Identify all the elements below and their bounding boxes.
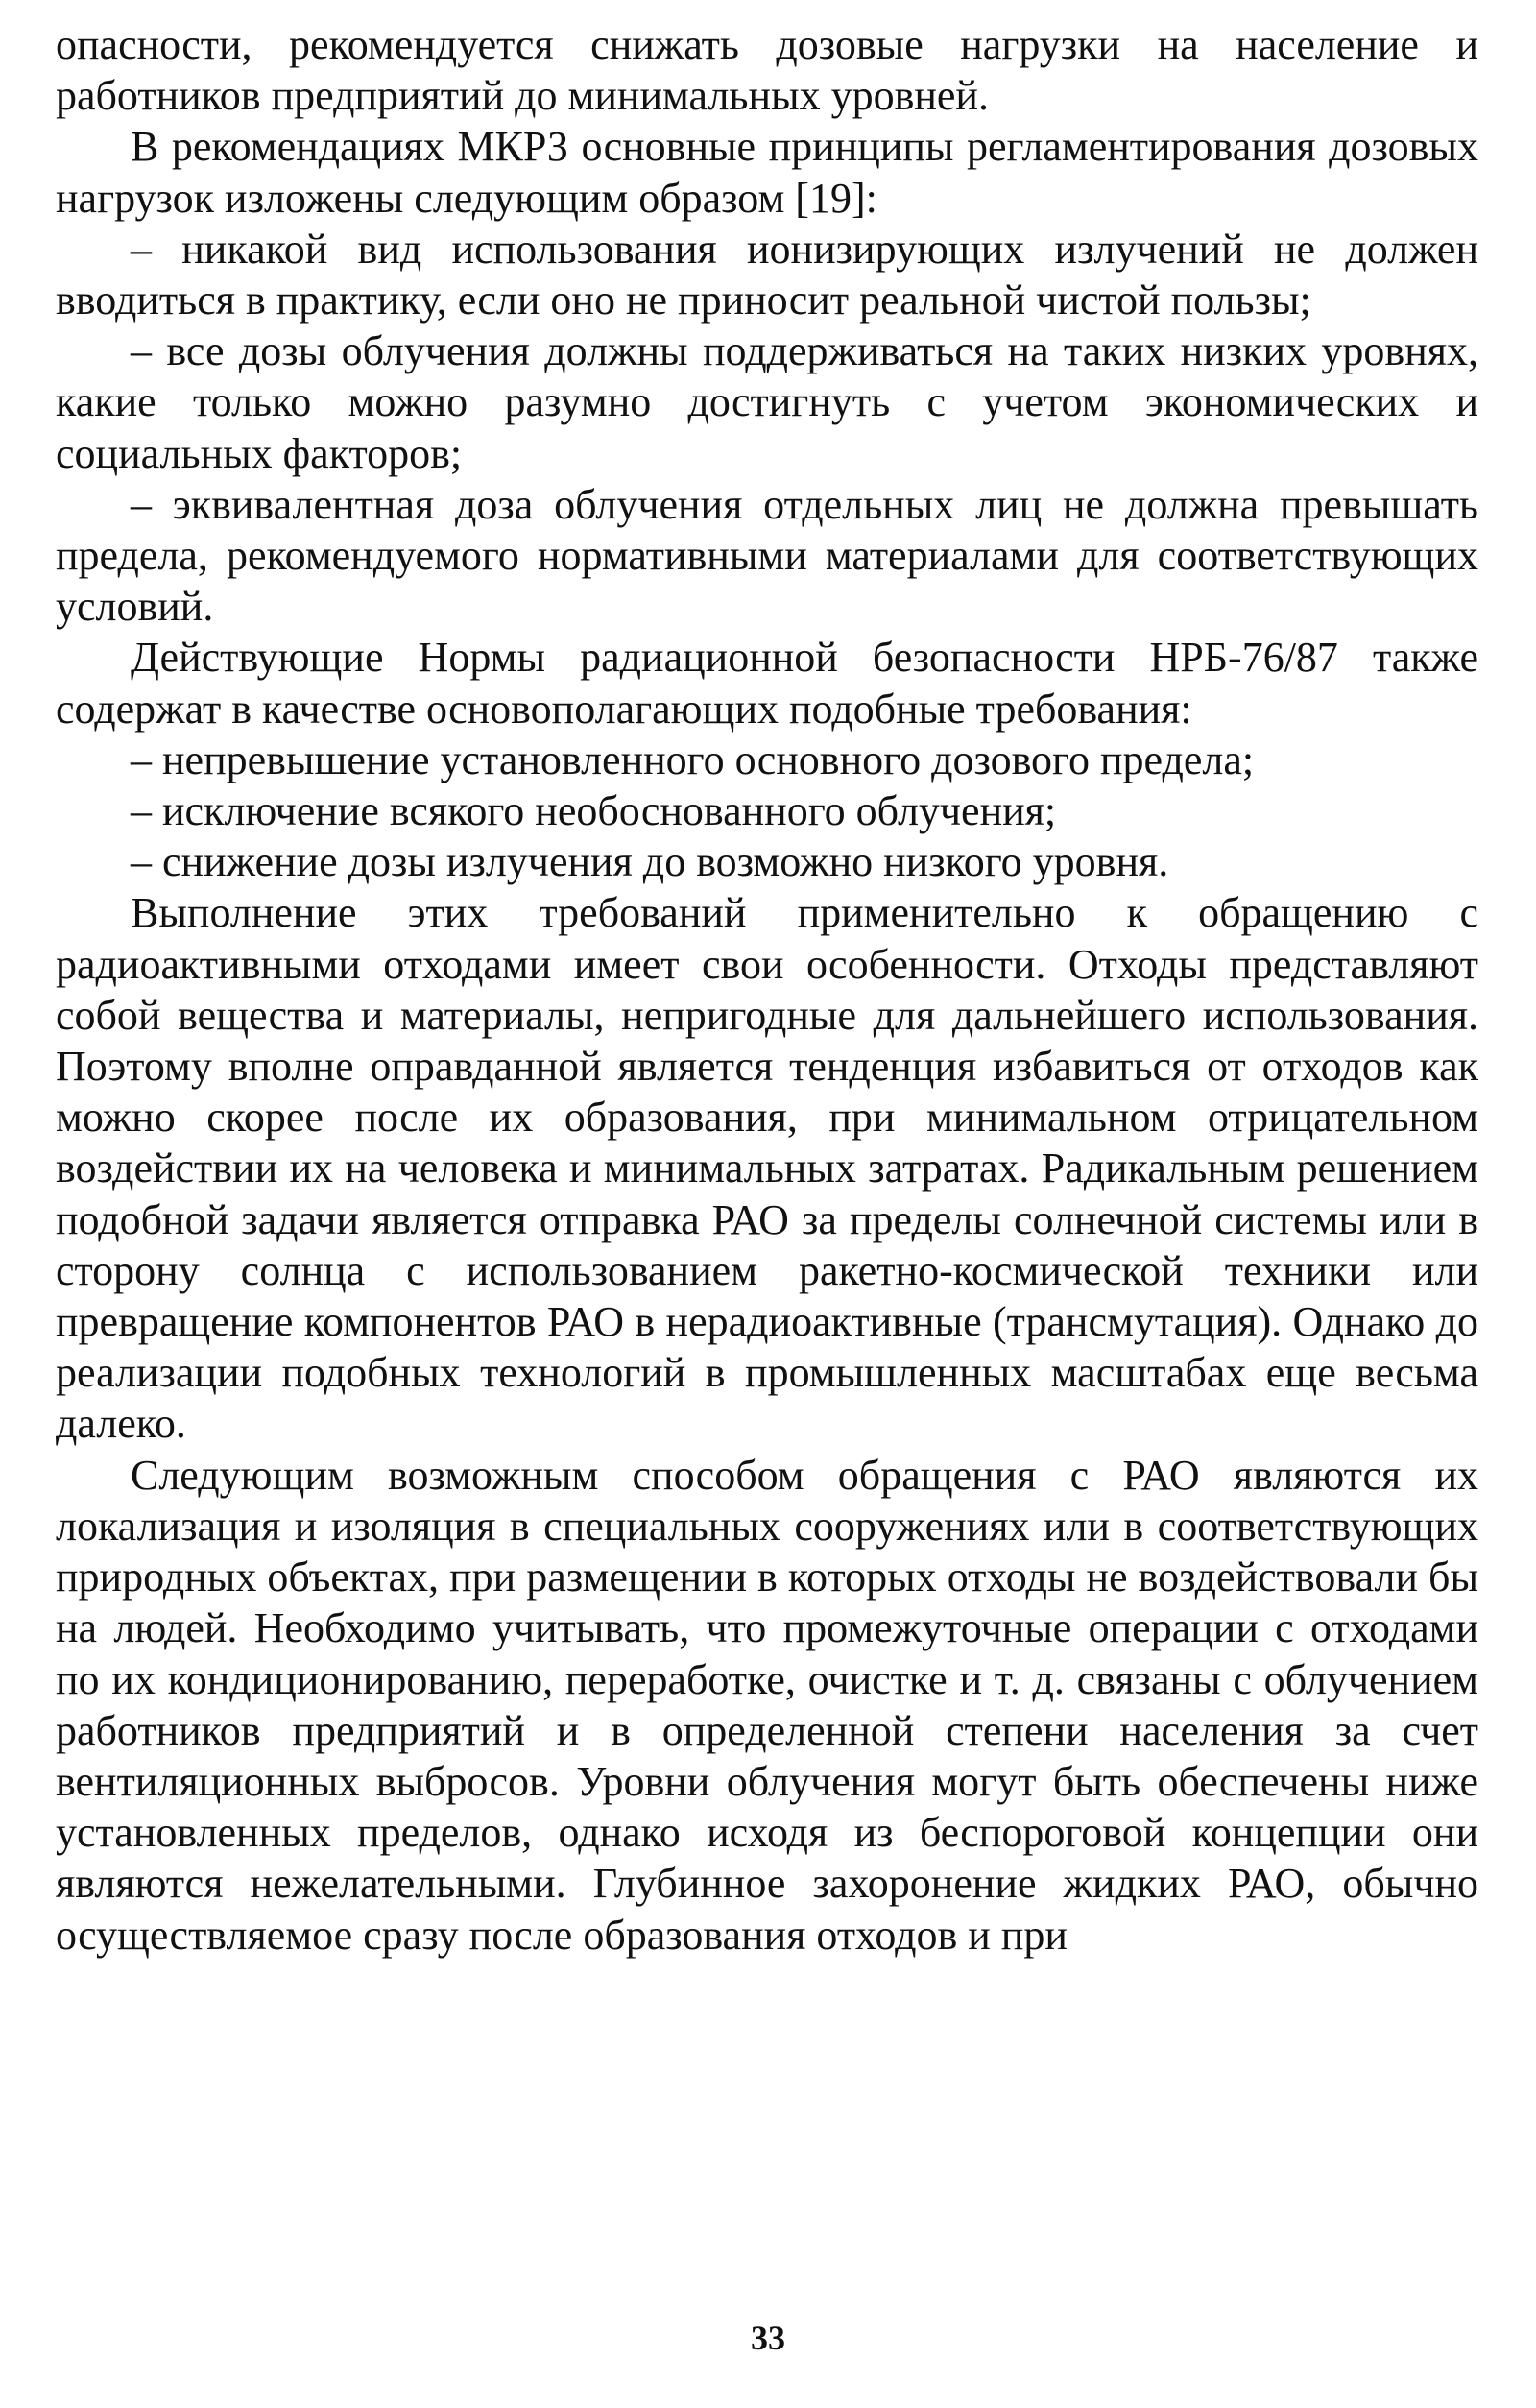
paragraph-nrb-norms: Действующие Нормы радиационной безопасности НРБ-76/87 также содержат в качестве основополагающих подобные требования: (56, 634, 1478, 733)
list-item: – снижение дозы излучения до возможно низкого уровня. (131, 838, 1169, 886)
paragraph-waste-handling: Выполнение этих требований применительно к обращению с радиоактивными отходами имеет свои особенности. Отходы представляют собой вещества и материалы, непригодные для дальнейшего использования. Поэтому вполне оправданной является тенденция избавиться от отходов как можно скорее после их образования, при минимальном отрицательном воздействии их на человека и минимальных затратах. Радикальным решением подобной задачи является отправка РАО за пределы солнечной системы или в сторону солнца с использованием ракетно-космической техники или превращение компонентов РАО в нерадиоактивные (трансмутация). Однако до реализации подобных технологий в промышленных масштабах еще весьма далеко. (56, 889, 1478, 1448)
list-item: – никакой вид использования ионизирующих излучений не должен вводиться в практику, если оно не приносит реальной чистой пользы; (56, 225, 1478, 325)
paragraph-localization: Следующим возможным способом обращения с РАО являются их локализация и изоляция в специальных сооружениях или в соответствующих природных объектах, при размещении в которых отходы не воздействовали бы на людей. Необходимо учитывать, что промежуточные операции с отходами по их кондиционированию, переработке, очистке и т. д. связаны с облучением работников предприятий и в определенной степени населения за счет вентиляционных выбросов. Уровни облучения могут быть обеспечены ниже установленных пределов, однако исходя из беспороговой концепции они являются нежелательными. Глубинное захоронение жидких РАО, обычно осуществляемое сразу после образования отходов и при (56, 1451, 1478, 1959)
list-item: – исключение всякого необоснованного облучения; (131, 787, 1057, 835)
list-item: – эквивалентная доза облучения отдельных лиц не должна превышать предела, рекомендуемого нормативными материалами для соответствующих условий. (56, 480, 1478, 631)
paragraph-continuation: опасности, рекомендуется снижать дозовые нагрузки на население и работников предприятий до минимальных уровней. (56, 21, 1478, 120)
page-number: 33 (751, 2319, 785, 2357)
list-item: – все дозы облучения должны поддерживаться на таких низких уровнях, какие только можно разумно достигнуть с учетом экономических и социальных факторов; (56, 327, 1478, 477)
paragraph-icrp-principles: В рекомендациях МКРЗ основные принципы регламентирования дозовых нагрузок изложены следующим образом [19]: (56, 123, 1478, 222)
list-item: – непревышение установленного основного дозового предела; (131, 735, 1255, 783)
document-page (56, 19, 1478, 2391)
